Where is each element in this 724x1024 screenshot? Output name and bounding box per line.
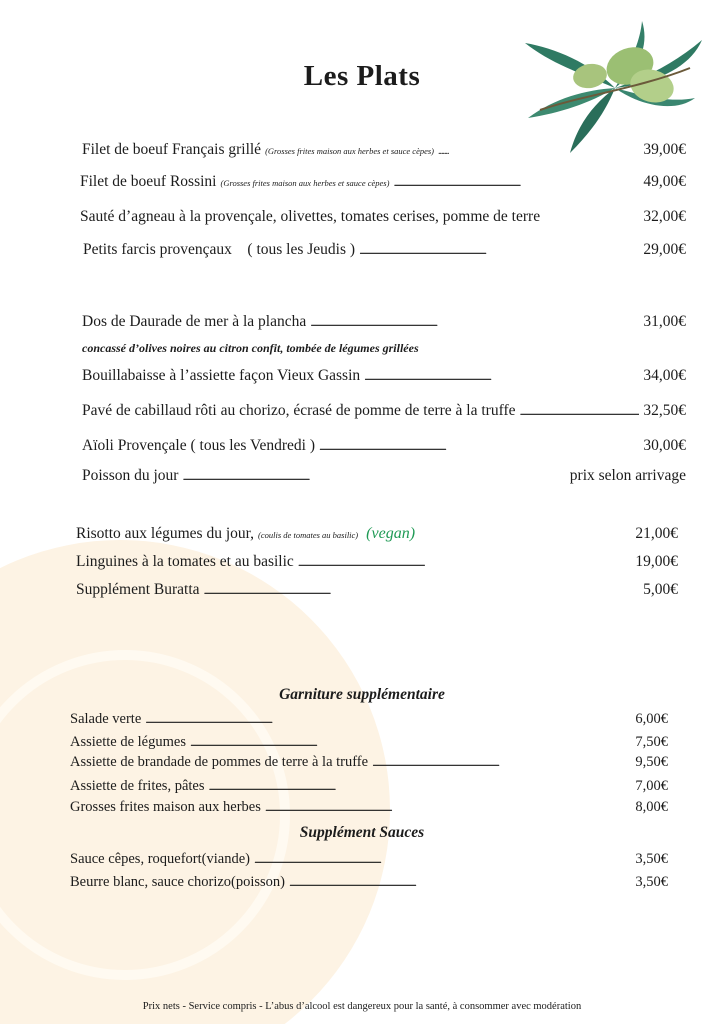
side-price: 9,50€: [635, 754, 668, 770]
dish-price: prix selon arrivage: [569, 467, 686, 484]
dish-name: Dos de Daurade de mer à la plancha: [82, 313, 307, 330]
sauce-price: 3,50€: [635, 874, 668, 890]
section-title-garniture: Garniture supplémentaire: [279, 686, 445, 703]
dot-leader: .......: [438, 146, 449, 157]
dot-leader: [209, 778, 632, 795]
dish-description: concassé d’olives noires au citron confit, tombée de légumes grillées: [82, 341, 419, 355]
dish-name: Filet de boeuf Rossini: [80, 173, 217, 190]
sauce-price: 3,50€: [635, 851, 668, 867]
dish-price: 29,00€: [643, 241, 686, 258]
dot-leader: [393, 173, 639, 191]
dish-name: Bouillabaisse à l’assiette façon Vieux Gassin: [82, 367, 361, 384]
footer-note: Prix nets - Service compris - L’abus d’alcool est dangereux pour la santé, à consommer avec modération: [142, 1001, 582, 1012]
menu-item: [82, 313, 686, 331]
dot-leader: [310, 313, 639, 331]
dot-leader: [289, 874, 631, 891]
side-price: 7,50€: [635, 734, 668, 750]
menu-item: [82, 141, 686, 159]
vegan-badge: (vegan): [366, 525, 416, 542]
dot-leader: [372, 754, 631, 771]
dot-leader: [319, 437, 639, 455]
dish-price: 5,00€: [643, 581, 678, 598]
dot-leader: [254, 851, 631, 868]
dish-price: 21,00€: [635, 525, 678, 542]
menu-item: [70, 711, 668, 728]
dish-price: 49,00€: [643, 173, 686, 190]
dot-leader: [298, 553, 632, 571]
dish-price: 19,00€: [635, 553, 678, 570]
side-price: 7,00€: [635, 778, 668, 794]
side-name: Assiette de frites, pâtes: [70, 778, 205, 794]
dot-leader: [359, 241, 639, 259]
dish-note: (Grosses frites maison aux herbes et sauce cèpes): [220, 178, 390, 188]
side-name: Assiette de légumes: [70, 734, 186, 750]
dish-name: Supplément Buratta: [76, 581, 200, 598]
side-name: Grosses frites maison aux herbes: [70, 799, 261, 815]
sauce-name: Sauce cêpes, roquefort(viande): [70, 851, 250, 867]
menu-item: [80, 208, 686, 226]
dot-leader: [520, 402, 640, 420]
dish-name: Petits farcis provençaux ( tous les Jeudis ): [83, 241, 356, 258]
dot-leader: [265, 799, 632, 816]
side-price: 6,00€: [635, 711, 668, 727]
page-title: Les Plats: [303, 60, 421, 92]
menu-item: [83, 241, 686, 259]
dish-price: 34,00€: [643, 367, 686, 384]
dish-note: (Grosses frites maison aux herbes et sauce cèpes): [265, 146, 435, 156]
dish-name: Sauté d’agneau à la provençale, olivettes, tomates cerises, pomme de terre: [80, 208, 541, 225]
menu-item: [82, 367, 686, 385]
menu-item: [70, 799, 668, 816]
section-title-sauces: Supplément Sauces: [299, 824, 425, 841]
dish-name: Pavé de cabillaud rôti au chorizo, écrasé de pomme de terre à la truffe: [82, 402, 516, 419]
menu-item: [82, 402, 686, 420]
menu-item: [70, 851, 668, 868]
sauce-name: Beurre blanc, sauce chorizo(poisson): [70, 874, 286, 890]
dish-price: 31,00€: [643, 313, 686, 330]
side-name: Assiette de brandade de pommes de terre à la truffe: [70, 754, 369, 770]
menu-item: [76, 553, 678, 571]
dish-note: (coulis de tomates au basilic): [258, 530, 359, 540]
menu-item: [76, 581, 678, 599]
dish-price: 32,50€: [643, 402, 686, 419]
side-name: Salade verte: [70, 711, 142, 727]
dot-leader: [182, 467, 565, 485]
dot-leader: [204, 581, 640, 599]
dish-price: 32,00€: [643, 208, 686, 225]
menu-item: [82, 467, 686, 485]
dish-name: Risotto aux légumes du jour,: [76, 525, 255, 542]
dish-name: Linguines à la tomates et au basilic: [76, 553, 294, 570]
dot-leader: [364, 367, 639, 385]
dish-price: 30,00€: [643, 437, 686, 454]
menu-item: [70, 778, 668, 795]
menu-item: [82, 437, 686, 455]
menu-item: [70, 874, 668, 891]
menu-item: [70, 754, 668, 771]
dish-name: Filet de boeuf Français grillé: [82, 141, 262, 158]
dish-name: Aïoli Provençale ( tous les Vendredi ): [82, 437, 316, 454]
menu-item: [70, 734, 668, 751]
dot-leader: [145, 711, 631, 728]
dot-leader: [190, 734, 631, 751]
dish-name: Poisson du jour: [82, 467, 179, 484]
menu-item: [76, 525, 678, 543]
menu-item: [80, 173, 686, 191]
dish-price: 39,00€: [643, 141, 686, 158]
side-price: 8,00€: [635, 799, 668, 815]
